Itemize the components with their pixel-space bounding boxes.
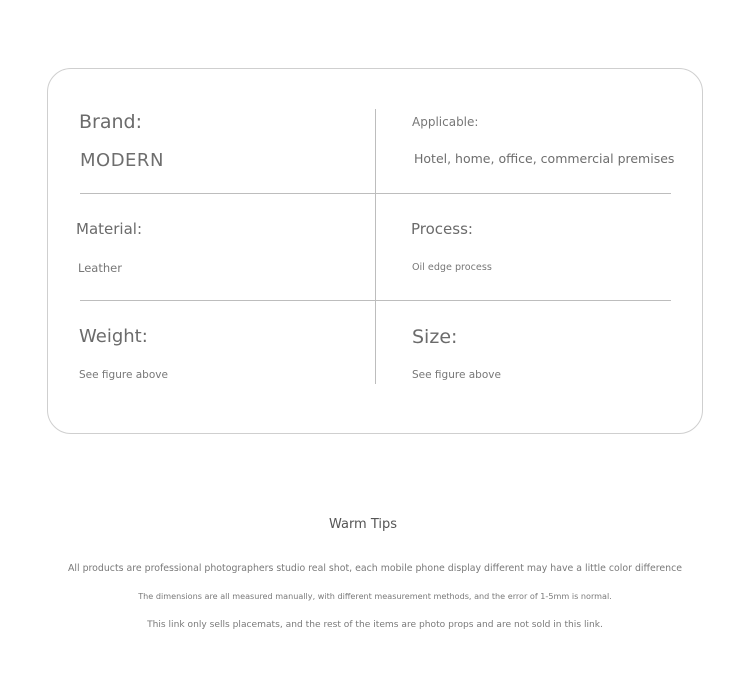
specs-row-divider-1 (80, 193, 671, 194)
brand-label: Brand: (79, 111, 142, 133)
size-value: See figure above (412, 369, 501, 381)
material-value: Leather (78, 261, 122, 275)
specs-vertical-divider (375, 109, 376, 384)
tip-line-1: All products are professional photographers studio real shot, each mobile phone display different may have a little color difference (67, 563, 683, 574)
process-label: Process: (411, 220, 473, 238)
material-label: Material: (76, 220, 142, 238)
weight-value: See figure above (79, 369, 168, 381)
process-value: Oil edge process (412, 262, 492, 273)
warm-tips-title: Warm Tips (328, 517, 398, 532)
applicable-value: Hotel, home, office, commercial premises (414, 151, 675, 166)
brand-value: MODERN (80, 150, 164, 171)
weight-label: Weight: (79, 326, 148, 347)
specs-row-divider-2 (80, 300, 671, 301)
applicable-label: Applicable: (412, 115, 479, 129)
tip-line-2: The dimensions are all measured manually, with different measurement methods, and the error of 1-5mm is normal. (138, 591, 612, 601)
size-label: Size: (412, 326, 458, 348)
tip-line-3: This link only sells placemats, and the rest of the items are photo props and are not sold in this link. (147, 620, 603, 630)
